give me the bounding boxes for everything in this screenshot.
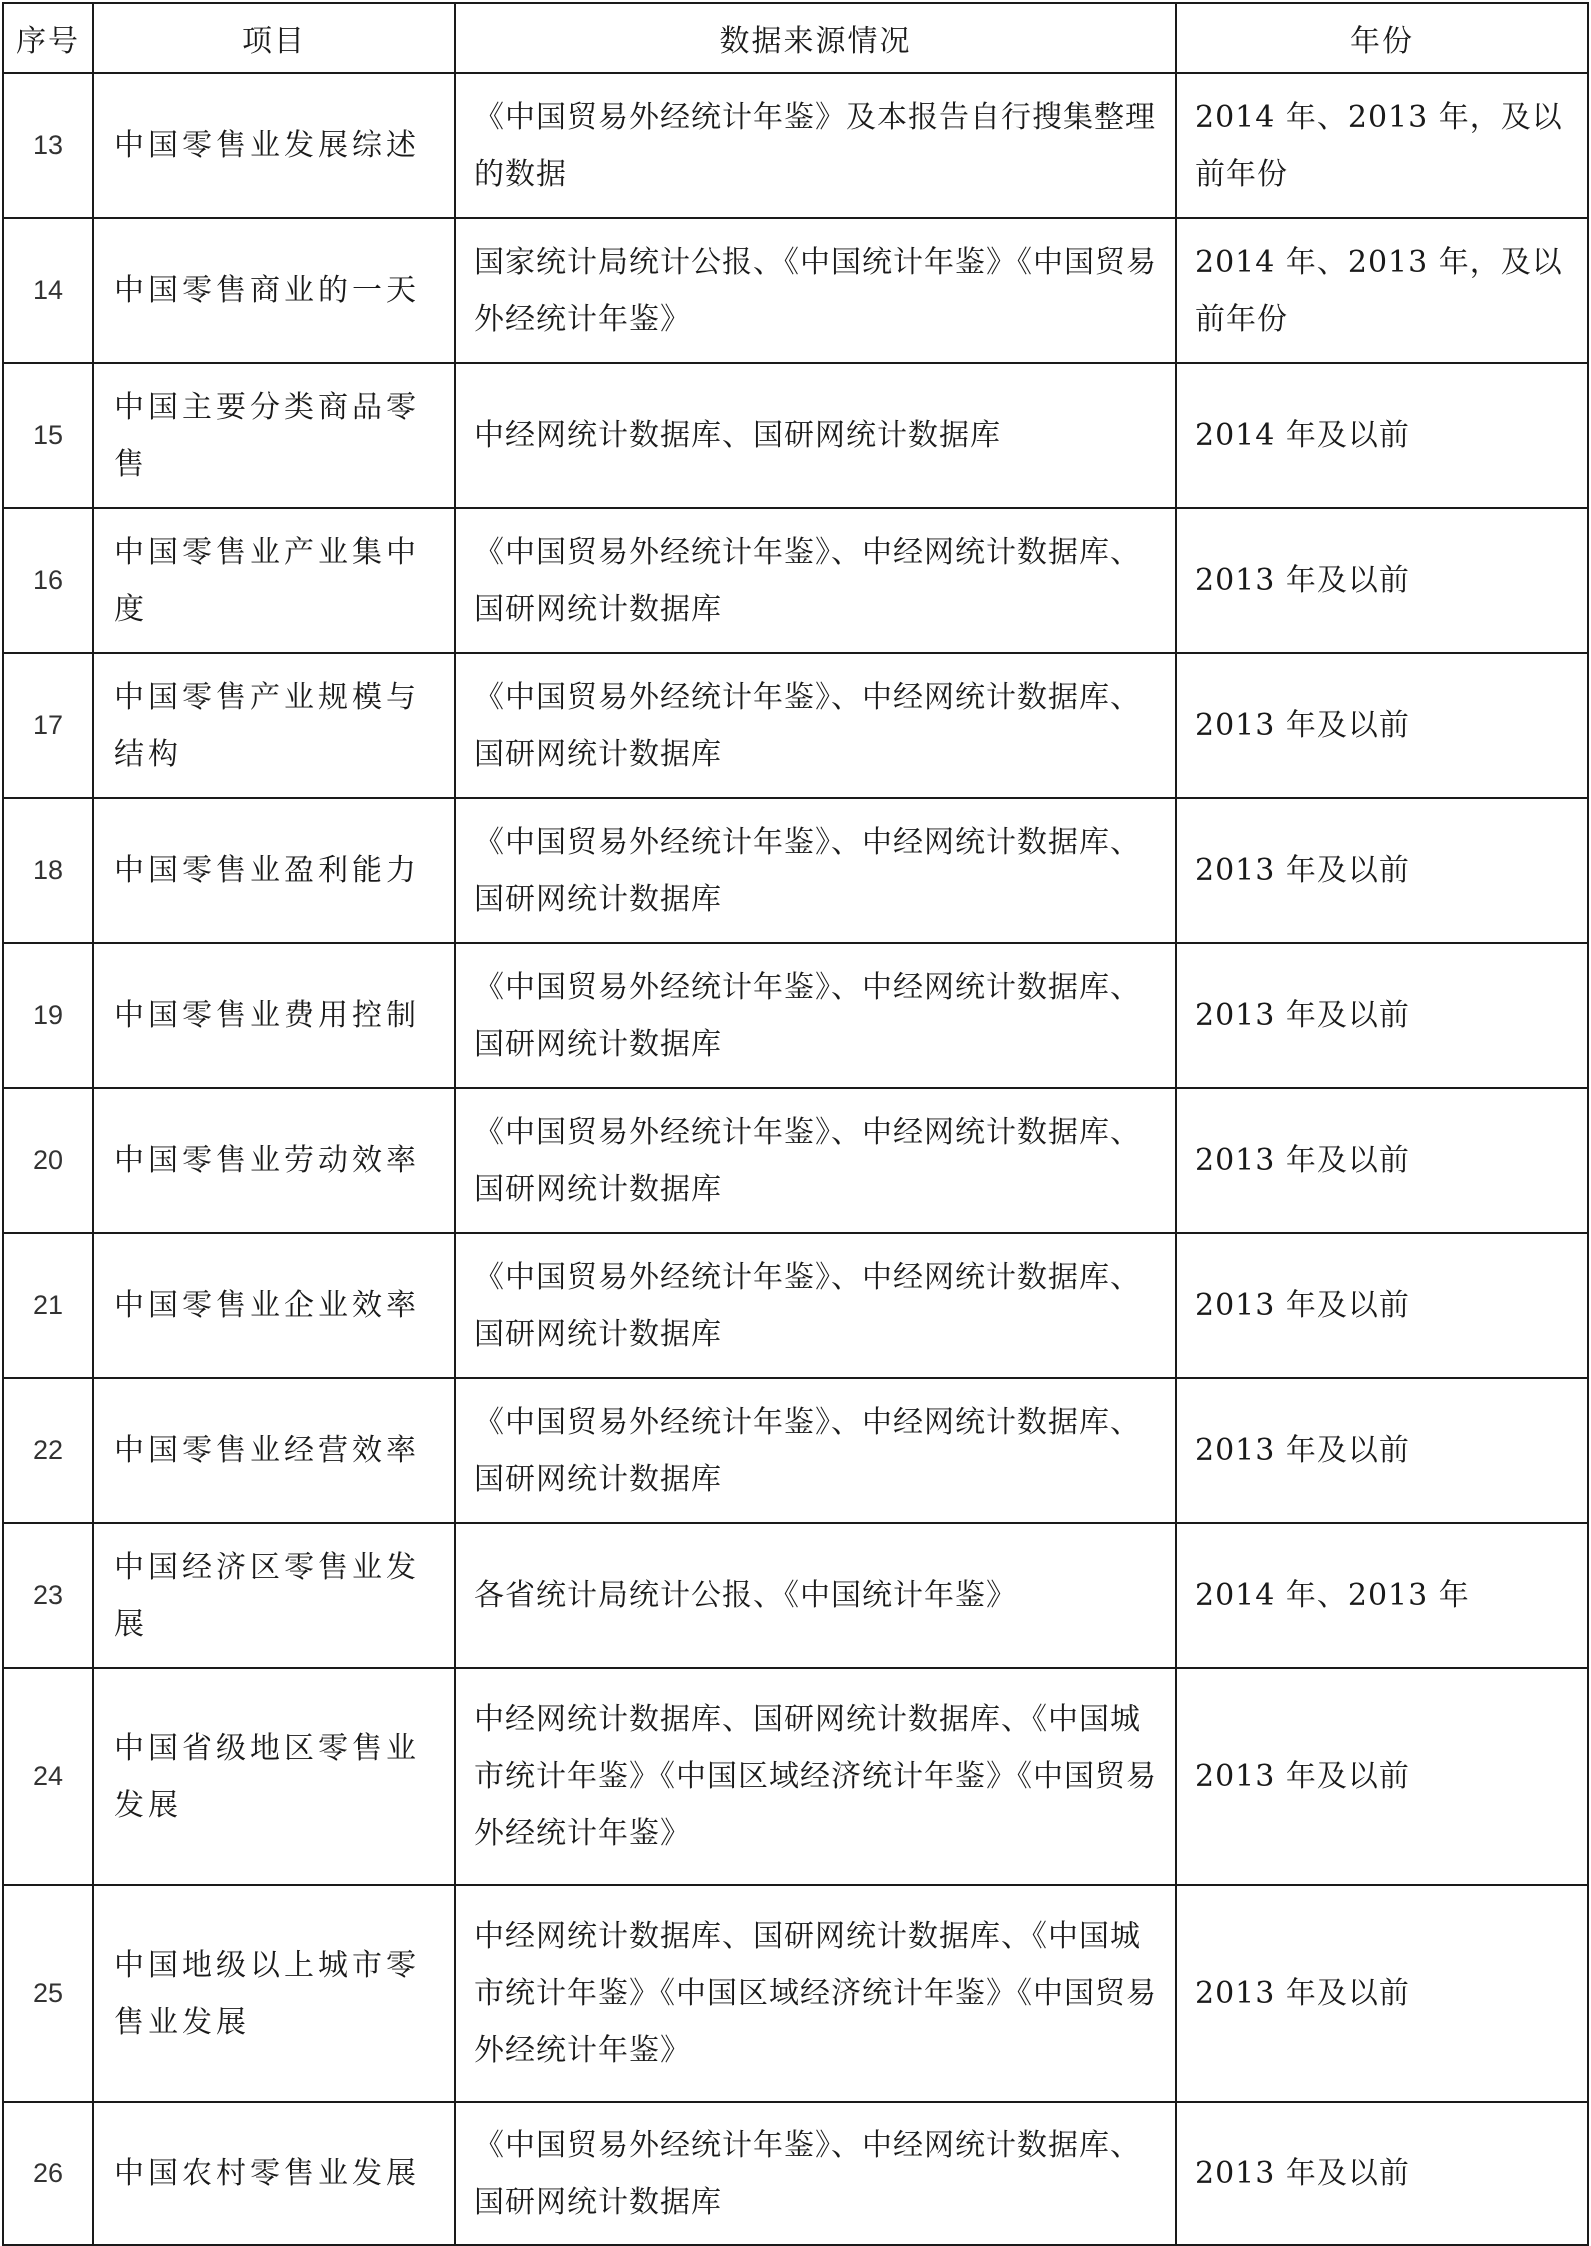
row-number: 21 [3, 1233, 93, 1378]
row-source: 《中国贸易外经统计年鉴》、中经网统计数据库、国研网统计数据库 [455, 943, 1176, 1088]
row-source: 《中国贸易外经统计年鉴》、中经网统计数据库、国研网统计数据库 [455, 653, 1176, 798]
table-row [3, 218, 1588, 363]
row-source: 《中国贸易外经统计年鉴》、中经网统计数据库、国研网统计数据库 [455, 798, 1176, 943]
row-source: 《中国贸易外经统计年鉴》及本报告自行搜集整理的数据 [455, 73, 1176, 218]
row-item: 中国零售业费用控制 [93, 943, 455, 1088]
header-source: 数据来源情况 [455, 3, 1176, 73]
row-year: 2013 年及以前 [1176, 1885, 1588, 2102]
row-item: 中国零售业劳动效率 [93, 1088, 455, 1233]
table-row [3, 943, 1588, 1088]
row-number: 24 [3, 1668, 93, 1885]
row-source: 国家统计局统计公报、《中国统计年鉴》《中国贸易外经统计年鉴》 [455, 218, 1176, 363]
row-year: 2013 年及以前 [1176, 1088, 1588, 1233]
row-year: 2014 年、2013 年，及以前年份 [1176, 218, 1588, 363]
row-source: 中经网统计数据库、国研网统计数据库、《中国城市统计年鉴》《中国区域经济统计年鉴》《中国贸易外经统计年鉴》 [455, 1885, 1176, 2102]
row-source: 各省统计局统计公报、《中国统计年鉴》 [455, 1523, 1176, 1668]
table-header-row [3, 3, 1588, 73]
row-item: 中国省级地区零售业发展 [93, 1668, 455, 1885]
row-item: 中国零售业经营效率 [93, 1378, 455, 1523]
table-row [3, 2102, 1588, 2245]
row-year: 2013 年及以前 [1176, 798, 1588, 943]
row-number: 13 [3, 73, 93, 218]
row-item: 中国零售业盈利能力 [93, 798, 455, 943]
row-number: 17 [3, 653, 93, 798]
row-number: 14 [3, 218, 93, 363]
row-item: 中国零售业企业效率 [93, 1233, 455, 1378]
row-number: 16 [3, 508, 93, 653]
row-item: 中国零售业发展综述 [93, 73, 455, 218]
row-item: 中国主要分类商品零售 [93, 363, 455, 508]
row-item: 中国地级以上城市零售业发展 [93, 1885, 455, 2102]
row-number: 20 [3, 1088, 93, 1233]
row-item: 中国零售产业规模与结构 [93, 653, 455, 798]
row-number: 26 [3, 2102, 93, 2245]
row-number: 19 [3, 943, 93, 1088]
row-number: 22 [3, 1378, 93, 1523]
table-row [3, 508, 1588, 653]
row-year: 2013 年及以前 [1176, 943, 1588, 1088]
data-source-table [2, 2, 1589, 2246]
table-row [3, 798, 1588, 943]
table-row [3, 1523, 1588, 1668]
row-item: 中国经济区零售业发展 [93, 1523, 455, 1668]
row-number: 18 [3, 798, 93, 943]
row-year: 2014 年及以前 [1176, 363, 1588, 508]
row-year: 2013 年及以前 [1176, 1233, 1588, 1378]
table-row [3, 1378, 1588, 1523]
row-year: 2013 年及以前 [1176, 2102, 1588, 2245]
row-source: 《中国贸易外经统计年鉴》、中经网统计数据库、国研网统计数据库 [455, 1233, 1176, 1378]
row-year: 2013 年及以前 [1176, 1378, 1588, 1523]
row-year: 2013 年及以前 [1176, 1668, 1588, 1885]
row-year: 2013 年及以前 [1176, 508, 1588, 653]
row-source: 《中国贸易外经统计年鉴》、中经网统计数据库、国研网统计数据库 [455, 1088, 1176, 1233]
row-item: 中国零售商业的一天 [93, 218, 455, 363]
header-year: 年份 [1176, 3, 1588, 73]
row-item: 中国农村零售业发展 [93, 2102, 455, 2245]
row-source: 中经网统计数据库、国研网统计数据库 [455, 363, 1176, 508]
row-source: 中经网统计数据库、国研网统计数据库、《中国城市统计年鉴》《中国区域经济统计年鉴》《中国贸易外经统计年鉴》 [455, 1668, 1176, 1885]
row-source: 《中国贸易外经统计年鉴》、中经网统计数据库、国研网统计数据库 [455, 508, 1176, 653]
row-year: 2014 年、2013 年 [1176, 1523, 1588, 1668]
table-row [3, 363, 1588, 508]
table-row [3, 1088, 1588, 1233]
row-number: 23 [3, 1523, 93, 1668]
table-row [3, 653, 1588, 798]
table-row [3, 1233, 1588, 1378]
table-row [3, 1885, 1588, 2102]
table-row [3, 1668, 1588, 1885]
row-year: 2013 年及以前 [1176, 653, 1588, 798]
table-row [3, 73, 1588, 218]
row-source: 《中国贸易外经统计年鉴》、中经网统计数据库、国研网统计数据库 [455, 2102, 1176, 2245]
row-number: 15 [3, 363, 93, 508]
row-year: 2014 年、2013 年，及以前年份 [1176, 73, 1588, 218]
header-no: 序号 [3, 3, 93, 73]
row-item: 中国零售业产业集中度 [93, 508, 455, 653]
header-item: 项目 [93, 3, 455, 73]
row-source: 《中国贸易外经统计年鉴》、中经网统计数据库、国研网统计数据库 [455, 1378, 1176, 1523]
row-number: 25 [3, 1885, 93, 2102]
